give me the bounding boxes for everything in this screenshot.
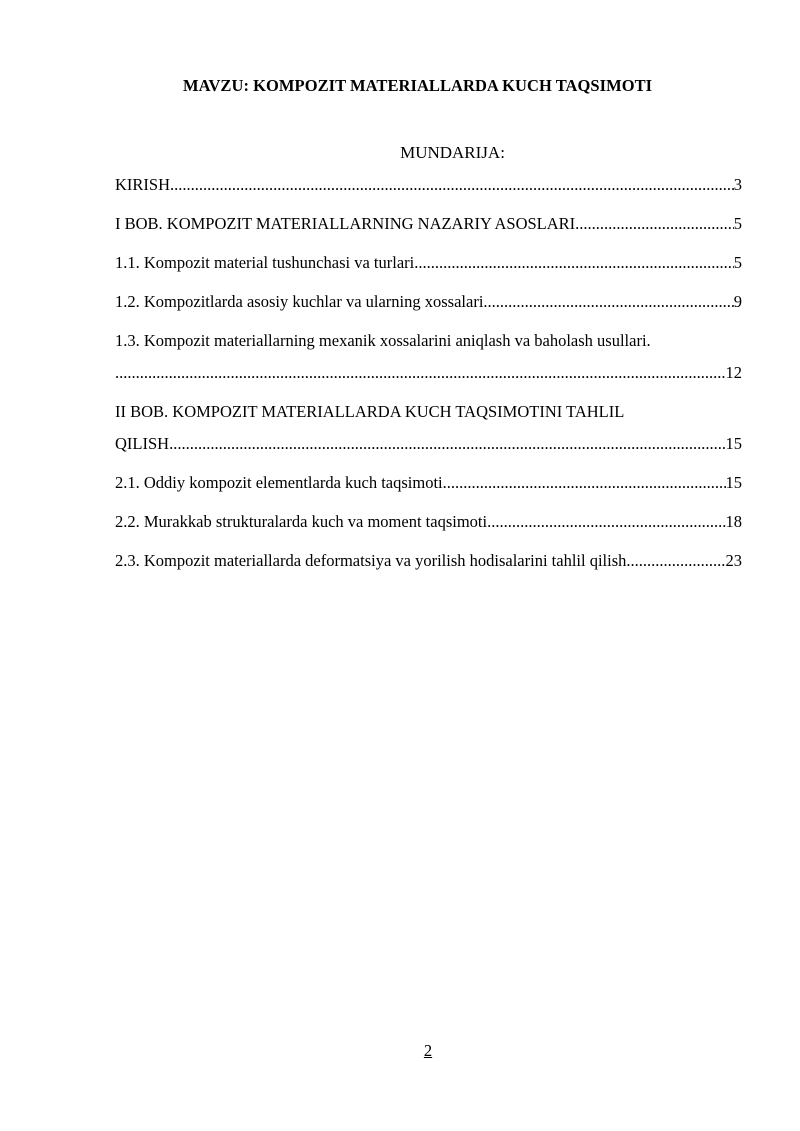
toc-entry-title: KIRISH xyxy=(115,175,171,194)
toc-entry-kirish[interactable] xyxy=(115,174,742,196)
toc-leader-dots xyxy=(115,362,726,384)
toc-entry-page: 18 xyxy=(725,512,742,531)
toc-leader-dots xyxy=(487,511,725,533)
toc-entry-page: 5 xyxy=(733,214,742,233)
toc-entry-page: 15 xyxy=(725,473,742,492)
toc-entry-section-1-2[interactable] xyxy=(115,291,742,313)
table-of-contents xyxy=(115,174,742,589)
toc-entry-title: 1.3. Kompozit materiallarning mexanik xossalarini aniqlash va baholash usullari. xyxy=(115,331,651,350)
toc-leader-dots xyxy=(631,550,726,572)
page-number: 2 xyxy=(423,1041,433,1060)
toc-leader-dots xyxy=(483,291,733,313)
toc-entry-title: 1.2. Kompozitlarda asosiy kuchlar va ularning xossalari xyxy=(115,292,484,311)
toc-leader-dots xyxy=(170,174,734,196)
toc-heading: MUNDARIJA: xyxy=(400,143,505,162)
toc-entry-page: 5 xyxy=(733,253,742,272)
toc-entry-section-2-2[interactable] xyxy=(115,511,742,533)
toc-entry-section-1-1[interactable] xyxy=(115,252,742,274)
toc-leader-dots xyxy=(443,472,726,494)
toc-entry-section-1-3[interactable] xyxy=(115,330,742,384)
toc-entry-page: 15 xyxy=(725,434,742,453)
toc-entry-title: II BOB. KOMPOZIT MATERIALLARDA KUCH TAQSIMOTINI TAHLIL xyxy=(115,402,625,421)
toc-leader-dots xyxy=(575,213,734,235)
toc-entry-chapter-1[interactable] xyxy=(115,213,742,235)
toc-entry-section-2-1[interactable] xyxy=(115,472,742,494)
toc-entry-title: 2.3. Kompozit materiallarda deformatsiya va yorilish hodisalarini tahlil qilish. xyxy=(115,551,631,570)
toc-entry-page: 23 xyxy=(725,551,742,570)
toc-entry-title: 2.1. Oddiy kompozit elementlarda kuch taqsimoti xyxy=(115,473,443,492)
document-title: MAVZU: KOMPOZIT MATERIALLARDA KUCH TAQSIMOTI xyxy=(183,76,653,95)
toc-entry-title: 1.1. Kompozit material tushunchasi va turlari xyxy=(115,253,415,272)
toc-entry-section-2-3[interactable] xyxy=(115,550,742,572)
toc-entry-title-continued: QILISH xyxy=(115,434,170,453)
toc-entry-page: 9 xyxy=(733,292,742,311)
toc-entry-title: I BOB. KOMPOZIT MATERIALLARNING NAZARIY ASOSLARI xyxy=(115,214,576,233)
toc-leader-dots xyxy=(169,433,725,455)
toc-entry-title: 2.2. Murakkab strukturalarda kuch va moment taqsimoti xyxy=(115,512,488,531)
toc-entry-chapter-2[interactable] xyxy=(115,401,742,455)
toc-entry-page: 12 xyxy=(725,363,742,382)
toc-entry-page: 3 xyxy=(733,175,742,194)
toc-leader-dots xyxy=(414,252,734,274)
